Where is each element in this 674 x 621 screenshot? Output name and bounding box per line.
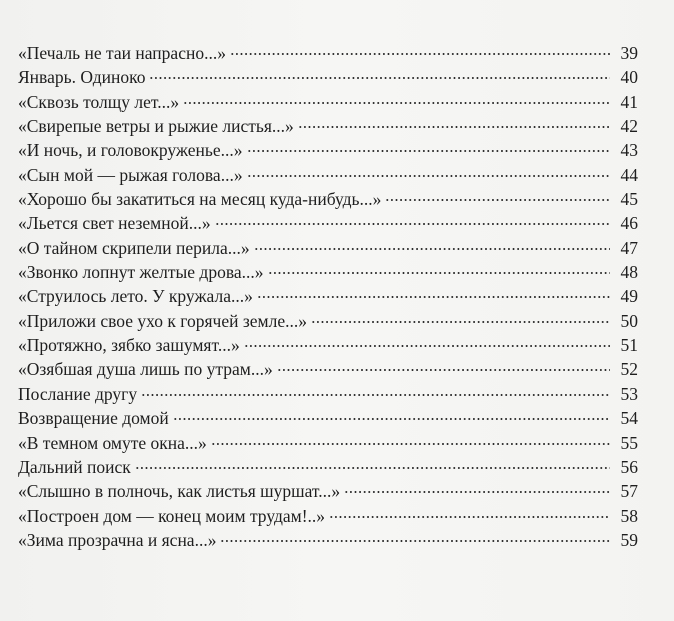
toc-entry <box>18 406 638 430</box>
toc-entry-title: «Хорошо бы закатиться на месяц куда-нибудь...» <box>18 189 382 210</box>
toc-entry <box>18 41 638 65</box>
toc-entry-page: 50 <box>620 310 638 331</box>
dot-leader <box>149 77 610 79</box>
toc-entry <box>18 333 638 357</box>
dot-leader <box>268 272 611 274</box>
dot-leader <box>244 345 610 347</box>
toc-entry-page: 40 <box>620 67 638 88</box>
toc-entry <box>18 284 638 308</box>
toc-entry-title: «В темном омуте окна...» <box>18 432 207 453</box>
toc-entry-title: «Печаль не таи напрасно...» <box>18 43 226 63</box>
toc-entry-page: 48 <box>620 262 638 283</box>
toc-entry <box>18 163 638 187</box>
toc-entry <box>18 187 638 211</box>
dot-leader <box>141 394 610 396</box>
dot-leader <box>311 321 610 323</box>
toc-entry <box>18 528 638 552</box>
toc-entry-title: «Звонко лопнут желтые дрова...» <box>18 262 264 283</box>
toc-entry-title: Возвращение домой <box>18 408 169 429</box>
toc-entry-page: 57 <box>620 481 638 502</box>
toc-entry <box>18 504 638 528</box>
dot-leader <box>277 369 610 371</box>
toc-entry-page: 53 <box>620 383 638 404</box>
toc-entry-title: «Приложи свое ухо к горячей земле...» <box>18 310 307 331</box>
toc-entry-page: 42 <box>620 116 638 137</box>
dot-leader <box>211 443 610 445</box>
toc-entry <box>18 479 638 503</box>
toc-entry-page: 39 <box>620 43 638 63</box>
toc-entry-page: 55 <box>620 432 638 453</box>
dot-leader <box>135 467 610 469</box>
toc-entry <box>18 431 638 455</box>
dot-leader <box>344 491 610 493</box>
dot-leader <box>257 296 610 298</box>
toc-entry <box>18 65 638 89</box>
toc-entry <box>18 455 638 479</box>
toc-entry-title: «Струилось лето. У кружала...» <box>18 286 253 307</box>
toc-entry-title: «О тайном скрипели перила...» <box>18 237 250 258</box>
toc-entry-title: «И ночь, и головокруженье...» <box>18 140 243 161</box>
toc-entry-title: «Построен дом — конец моим трудам!..» <box>18 505 326 526</box>
toc-entry-page: 51 <box>620 335 638 356</box>
dot-leader <box>329 516 610 518</box>
dot-leader <box>230 53 610 55</box>
dot-leader <box>247 175 610 177</box>
toc-entry <box>18 357 638 381</box>
dot-leader <box>247 150 611 152</box>
dot-leader <box>298 126 610 128</box>
toc-entry <box>18 90 638 114</box>
dot-leader <box>254 248 610 250</box>
table-of-contents <box>18 41 638 552</box>
toc-entry-title: «Сквозь толщу лет...» <box>18 91 180 112</box>
toc-entry-title: «Протяжно, зябко зашумят...» <box>18 335 240 356</box>
toc-entry-page: 45 <box>620 189 638 210</box>
toc-entry-page: 58 <box>620 505 638 526</box>
toc-entry-title: Послание другу <box>18 383 138 404</box>
toc-entry-page: 44 <box>620 164 638 185</box>
dot-leader <box>385 199 610 201</box>
toc-entry <box>18 260 638 284</box>
toc-entry-title: «Льется свет неземной...» <box>18 213 211 234</box>
toc-entry <box>18 114 638 138</box>
toc-entry <box>18 138 638 162</box>
toc-entry-page: 49 <box>620 286 638 307</box>
toc-entry-page: 54 <box>620 408 638 429</box>
toc-entry <box>18 309 638 333</box>
toc-entry-title: Январь. Одиноко <box>18 67 146 88</box>
toc-entry-title: «Зима прозрачна и ясна...» <box>18 529 217 550</box>
dot-leader <box>215 223 610 225</box>
toc-entry-title: «Слышно в полночь, как листья шуршат...» <box>18 481 341 502</box>
toc-entry-title: «Свирепые ветры и рыжие листья...» <box>18 116 294 137</box>
toc-entry-title: «Озябшая душа лишь по утрам...» <box>18 359 273 380</box>
toc-entry-title: «Сын мой — рыжая голова...» <box>18 164 243 185</box>
toc-entry-page: 46 <box>620 213 638 234</box>
toc-entry-page: 43 <box>620 140 638 161</box>
toc-entry-page: 56 <box>620 456 638 477</box>
toc-entry-page: 41 <box>620 91 638 112</box>
dot-leader <box>220 540 610 542</box>
toc-entry <box>18 382 638 406</box>
toc-entry-page: 59 <box>620 529 638 550</box>
toc-entry-title: Дальний поиск <box>18 456 131 477</box>
dot-leader <box>173 418 610 420</box>
toc-entry-page: 52 <box>620 359 638 380</box>
dot-leader <box>183 102 610 104</box>
toc-entry-page: 47 <box>620 237 638 258</box>
toc-entry <box>18 236 638 260</box>
toc-entry <box>18 211 638 235</box>
